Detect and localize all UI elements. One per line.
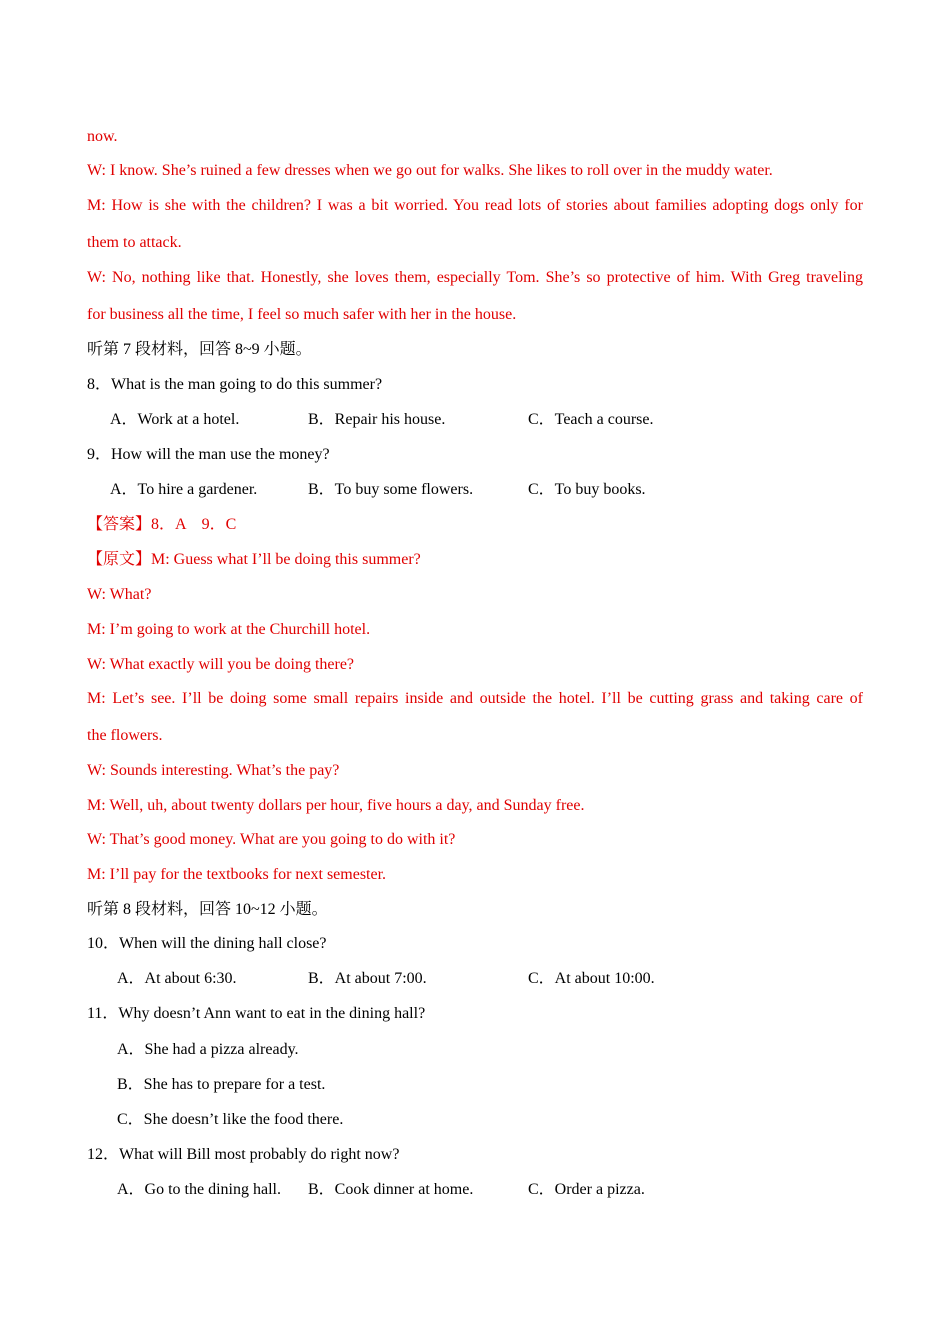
transcript-line: M: Let’s see. I’ll be doing some small repairs inside and outside the hotel. I’ll be cutting grass and taking care of bbox=[87, 690, 863, 707]
option-c: C．At about 10:00. bbox=[528, 970, 655, 987]
option-c: C．Order a pizza. bbox=[528, 1181, 645, 1198]
question-stem: 12．What will Bill most probably do right now? bbox=[87, 1146, 400, 1163]
section-heading: 听第 8 段材料，回答 10~12 小题。 bbox=[87, 901, 328, 918]
transcript-line: for business all the time, I feel so much safer with her in the house. bbox=[87, 306, 517, 323]
option-a: A．To hire a gardener. bbox=[110, 481, 258, 498]
transcript-line: now. bbox=[87, 128, 118, 145]
option-a: A．Go to the dining hall. bbox=[117, 1181, 281, 1198]
transcript-line: 【原文】M: Guess what I’ll be doing this summer? bbox=[87, 551, 421, 568]
transcript-line: them to attack. bbox=[87, 234, 182, 251]
option-c: C．Teach a course. bbox=[528, 411, 654, 428]
transcript-line: M: How is she with the children? I was a bit worried. You read lots of stories about families adopting dogs only for bbox=[87, 197, 863, 214]
option-b: B．Cook dinner at home. bbox=[308, 1181, 474, 1198]
option-b: B．Repair his house. bbox=[308, 411, 446, 428]
transcript-line: W: That’s good money. What are you going to do with it? bbox=[87, 831, 456, 848]
transcript-line: M: I’m going to work at the Churchill hotel. bbox=[87, 621, 371, 638]
option-b: B．At about 7:00. bbox=[308, 970, 427, 987]
transcript-line: W: What? bbox=[87, 586, 152, 603]
option-c: C．She doesn’t like the food there. bbox=[117, 1111, 344, 1128]
option-b: B．To buy some flowers. bbox=[308, 481, 474, 498]
transcript-line: W: What exactly will you be doing there? bbox=[87, 656, 355, 673]
transcript-line: W: I know. She’s ruined a few dresses when we go out for walks. She likes to roll over in the muddy water. bbox=[87, 162, 773, 179]
question-stem: 10．When will the dining hall close? bbox=[87, 935, 327, 952]
question-stem: 8．What is the man going to do this summer? bbox=[87, 376, 383, 393]
transcript-line: the flowers. bbox=[87, 727, 163, 744]
transcript-line: M: Well, uh, about twenty dollars per hour, five hours a day, and Sunday free. bbox=[87, 797, 585, 814]
transcript-line: W: Sounds interesting. What’s the pay? bbox=[87, 762, 340, 779]
section-heading: 听第 7 段材料，回答 8~9 小题。 bbox=[87, 341, 312, 358]
answer-key: 【答案】8．A 9．C bbox=[87, 516, 237, 533]
option-b: B．She has to prepare for a test. bbox=[117, 1076, 326, 1093]
option-a: A．Work at a hotel. bbox=[110, 411, 240, 428]
option-a: A．At about 6:30. bbox=[117, 970, 237, 987]
question-stem: 11．Why doesn’t Ann want to eat in the dining hall? bbox=[87, 1005, 426, 1022]
option-c: C．To buy books. bbox=[528, 481, 646, 498]
transcript-line: M: I’ll pay for the textbooks for next semester. bbox=[87, 866, 387, 883]
transcript-line: W: No, nothing like that. Honestly, she loves them, especially Tom. She’s so protective of him. With Greg traveling bbox=[87, 269, 863, 286]
option-a: A．She had a pizza already. bbox=[117, 1041, 299, 1058]
question-stem: 9．How will the man use the money? bbox=[87, 446, 330, 463]
